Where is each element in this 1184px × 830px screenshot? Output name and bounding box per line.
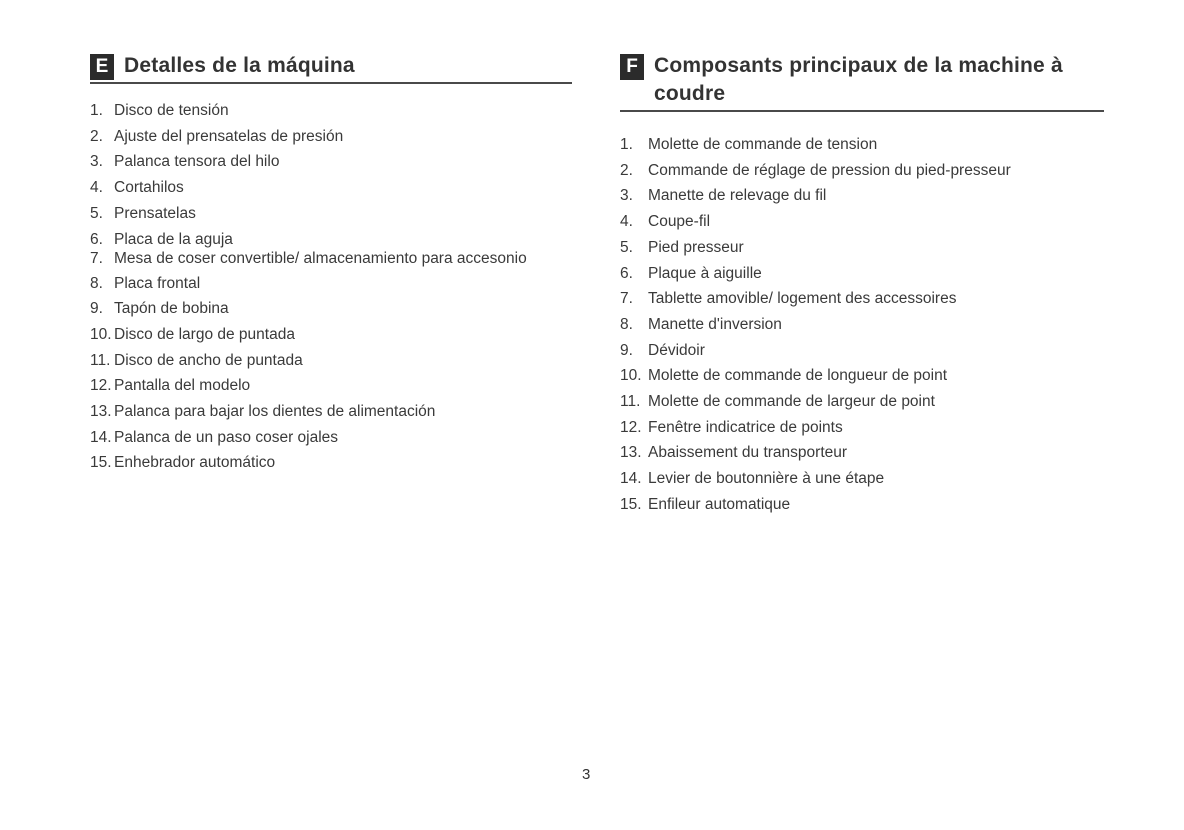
list-item: 4. Cortahilos [90,179,184,197]
list-item: 2. Commande de réglage de pression du pied-presseur [620,161,1011,179]
list-item: 11. Molette de commande de largeur de point [620,393,935,411]
list-item: 10. Molette de commande de longueur de point [620,367,948,385]
list-item: 1. Molette de commande de tension [620,136,878,153]
section-es-title: Detalles de la máquina [124,54,355,77]
list-item: 14. Levier de boutonnière à une étape [620,470,885,488]
section-es-badge: E [90,54,114,80]
list-item: 15. Enfileur automatique [620,495,791,513]
page-number: 3 [582,766,591,783]
list-item: 8. Placa frontal [90,274,201,292]
list-item: 10. Disco de largo de puntada [90,325,295,343]
section-es-list [90,98,572,476]
list-item: 11. Disco de ancho de puntada [90,351,303,369]
list-item: 12. Fenêtre indicatrice de points [620,418,843,436]
list-item: 14. Palanca de un paso coser ojales [90,428,339,446]
section-es-heading [90,52,572,84]
list-item: 2. Ajuste del prensatelas de presión [90,127,344,145]
section-fr-heading [620,52,1104,112]
list-item: 12. Pantalla del modelo [90,377,251,395]
section-fr-list [620,132,1104,518]
list-item: 13. Abaissement du transporteur [620,444,848,462]
list-item: 9. Tapón de bobina [90,300,229,318]
list-item: 7. Mesa de coser convertible/ almacenamiento para accesonio [90,249,527,267]
list-item: 3. Palanca tensora del hilo [90,153,280,171]
section-fr-title [654,52,1063,108]
list-item: 5. Prensatelas [90,204,196,222]
list-item: 6. Placa de la aguja [90,230,233,248]
section-es [90,52,572,476]
list-item: 6. Plaque à aiguille [620,264,762,282]
list-item: 13. Palanca para bajar los dientes de alimentación [90,403,436,421]
list-item: 4. Coupe-fil [620,213,711,231]
section-fr-badge: F [620,54,644,80]
list-item: 5. Pied presseur [620,238,744,256]
section-fr-title-line1: Composants principaux de la machine à [654,54,1063,77]
list-item: 3. Manette de relevage du fil [620,187,827,205]
list-item: 15. Enhebrador automático [90,454,276,472]
list-item: 1. Disco de tensión [90,102,229,119]
section-fr [620,52,1104,518]
list-item: 8. Manette d'inversion [620,315,782,333]
list-item: 9. Dévidoir [620,341,705,359]
list-item: 7. Tablette amovible/ logement des accessoires [620,290,957,308]
section-fr-title-line2: coudre [654,82,726,105]
